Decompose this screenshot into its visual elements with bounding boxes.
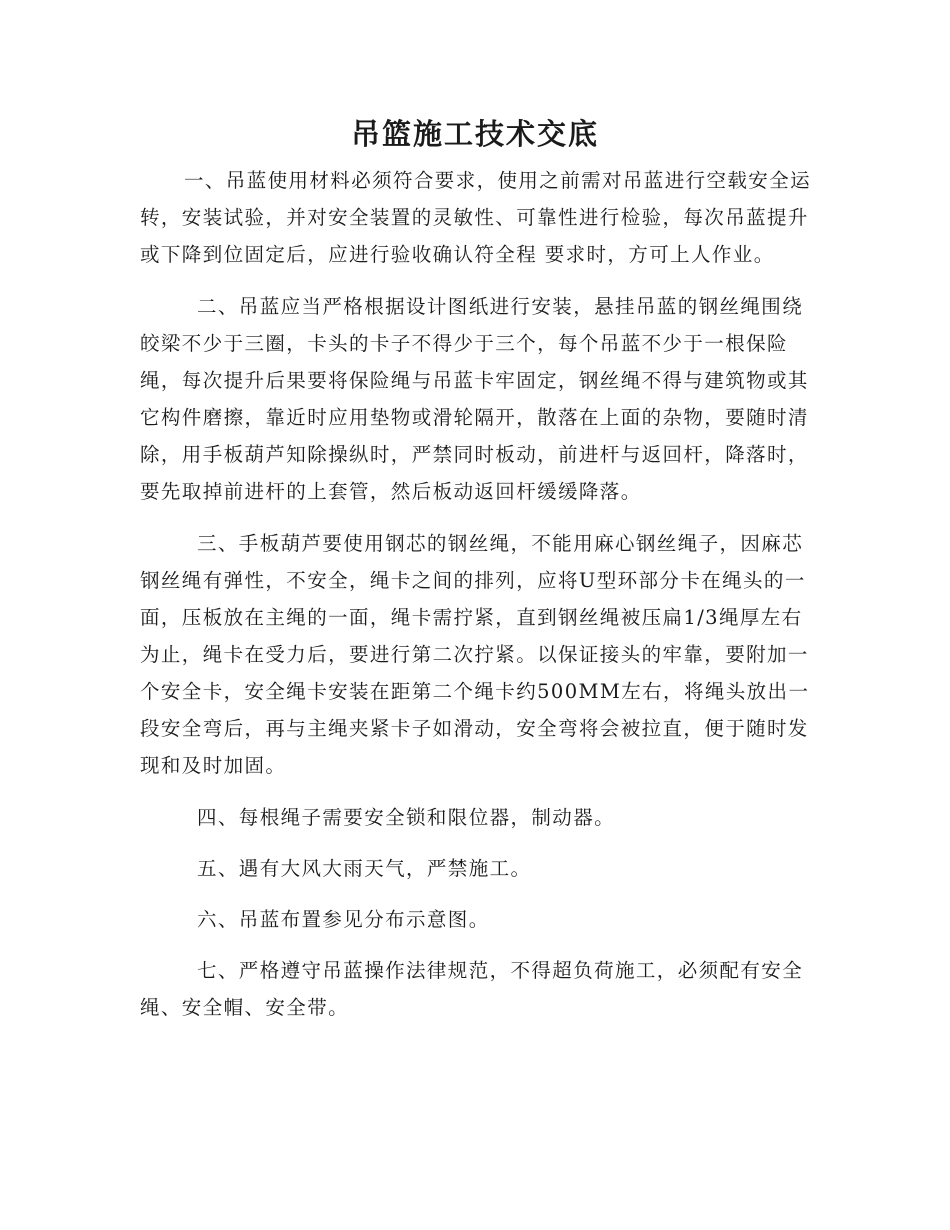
paragraph-5: 五、遇有大风大雨天气，严禁施工。	[197, 857, 532, 880]
document-title: 吊篮施工技术交底	[350, 117, 599, 151]
paragraph-2: 二、吊蓝应当严格根据设计图纸进行安装，悬挂吊蓝的钢丝绳围绕皎梁不少于三圈，卡头的卡子不得少于三个，每个吊蓝不少于一根保险绳，每次提升后果要将保险绳与吊蓝卡牢固定，钢丝绳不得与建筑物或其它构件磨擦，靠近时应用垫物或滑轮隔开，散落在上面的杂物，要随时清除，用手板葫芦知除操纵时，严禁同时板动，前进杆与返回杆，降落时，要先取掉前进杆的上套管，然后板动返回杆缓缓降落。	[140, 295, 809, 503]
paragraph-4: 四、每根绳子需要安全锁和限位器，制动器。	[197, 806, 616, 829]
document-body	[140, 162, 812, 1041]
paragraph-1: 一、吊蓝使用材料必须符合要求，使用之前需对吊蓝进行空载安全运转，安装试验，并对安全装置的灵敏性、可靠性进行检验，每次吊蓝提升或下降到位固定后，应进行验收确认符全程 要求时，方可上人作业。	[140, 169, 812, 266]
paragraph-6: 六、吊蓝布置参见分布示意图。	[197, 908, 490, 931]
paragraph-3: 三、手板葫芦要使用钢芯的钢丝绳，不能用麻心钢丝绳子，因麻芯钢丝绳有弹性，不安全，绳卡之间的排列，应将U型环部分卡在绳头的一面，压板放在主绳的一面，绳卡需拧紧，直到钢丝绳被压扁1/3绳厚左右为止，绳卡在受力后，要进行第二次拧紧。以保证接头的牢靠，要附加一个安全卡，安全绳卡安装在距第二个绳卡约500MM左右，将绳头放出一段安全弯后，再与主绳夹紧卡子如滑动，安全弯将会被拉直，便于随时发现和及时加固。	[140, 532, 810, 777]
paragraph-7: 七、严格遵守吊蓝操作法律规范，不得超负荷施工，必须配有安全绳、安全帽、安全带。	[140, 959, 804, 1019]
